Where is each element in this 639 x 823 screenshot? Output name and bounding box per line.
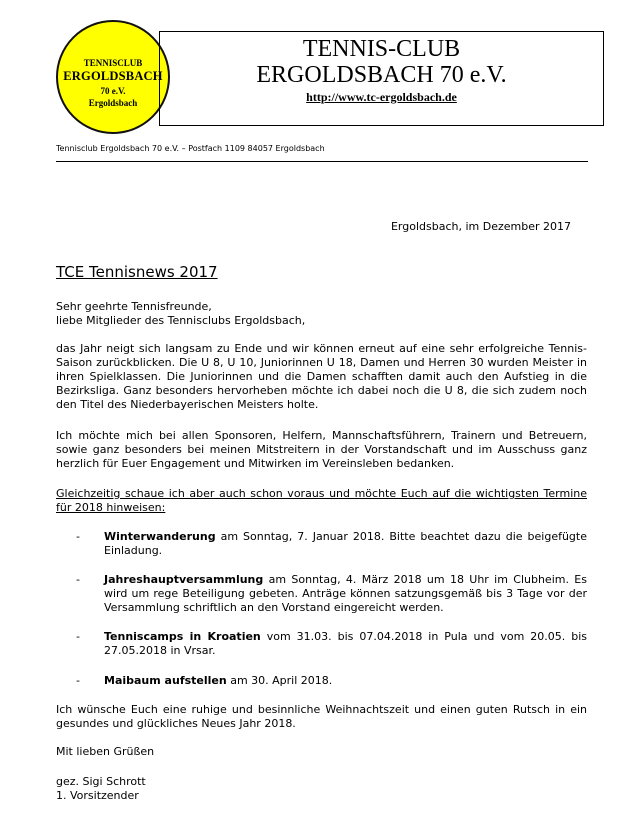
event-text: am Sonntag, 7. Januar 2018. Bitte beachtet dazu die beigefügte Einladung. <box>104 530 587 557</box>
logo-line-4: Ergoldsbach <box>88 98 138 108</box>
signature-name: gez. Sigi Schrott <box>56 775 146 788</box>
club-website-link[interactable]: http://www.tc-ergoldsbach.de <box>306 90 457 104</box>
salutation-line-2: liebe Mitglieder des Tennisclubs Ergoldsbach, <box>56 314 306 327</box>
paragraph-thanks: Ich möchte mich bei allen Sponsoren, Helfern, Mannschaftsführern, Trainern und Betreuern, sowie ganz besonders bei meinen Mitstreitern in der Vorstandschaft und im Ausschuss ganz herzlich für Euer Engagement und Mitwirken im Vereinsleben bedanken. <box>56 429 587 470</box>
logo-line-2: ERGOLDSBACH <box>63 69 163 83</box>
closing-greeting: Mit lieben Grüßen <box>56 745 155 758</box>
sender-address-line: Tennisclub Ergoldsbach 70 e.V. – Postfach 1109 84057 Ergoldsbach <box>56 144 325 153</box>
club-logo <box>56 20 170 134</box>
event-text: am 30. April 2018. <box>226 674 333 687</box>
club-name-line-2: ERGOLDSBACH 70 e.V. <box>256 62 507 88</box>
club-name <box>160 36 603 88</box>
paragraph-season-review: das Jahr neigt sich langsam zu Ende und wir können erneut auf eine sehr erfolgreiche Tennis-Saison zurückblicken. Die U 8, U 10, Juniorinnen U 18, Damen und Herren 30 wurden Meister in ihren Spielklassen. Die Juniorinnen und die Damen schafften damit auch den Aufstieg in die Bezirksliga. Ganz besonders hervorheben möchte ich dabei noch die U 8, die sich zudem noch den Titel des Niederbayerischen Meisters holte. <box>56 342 587 411</box>
event-text: vom 31.03. bis 07.04.2018 in Pula und vom 20.05. bis 27.05.2018 in Vrsar. <box>104 630 587 657</box>
header-divider <box>56 161 588 162</box>
event-title: Maibaum aufstellen <box>104 674 227 687</box>
letterhead-box <box>159 31 604 126</box>
salutation-line-1: Sehr geehrte Tennisfreunde, <box>56 300 212 313</box>
event-title: Winterwanderung <box>104 530 216 543</box>
date-line: Ergoldsbach, im Dezember 2017 <box>390 220 571 233</box>
letter-subject: TCE Tennisnews 2017 <box>56 263 218 281</box>
list-dash: - <box>76 573 80 586</box>
logo-line-1: TENNISCLUB <box>83 58 143 68</box>
club-name-line-1: TENNIS-CLUB <box>302 36 461 62</box>
event-title: Tenniscamps in Kroatien <box>104 630 261 643</box>
event-text: am Sonntag, 4. März 2018 um 18 Uhr im Clubheim. Es wird um rege Beteiligung gebeten. Anträge können satzungsgemäß bis 3 Tage vor der Versammlung schriftlich an den Vorstand eingereicht werden. <box>104 573 587 614</box>
signature-role: 1. Vorsitzender <box>56 789 139 802</box>
list-dash: - <box>76 530 80 543</box>
logo-line-3: 70 e.V. <box>100 86 126 96</box>
paragraph-dates-intro: Gleichzeitig schaue ich aber auch schon voraus und möchte Euch auf die wichtigsten Termine für 2018 hinweisen: <box>56 487 587 514</box>
list-dash: - <box>76 630 80 643</box>
event-title: Jahreshauptversammlung <box>104 573 264 586</box>
list-dash: - <box>76 674 80 687</box>
paragraph-season-greetings: Ich wünsche Euch eine ruhige und besinnliche Weihnachtszeit und einen guten Rutsch in ein gesundes und glückliches Neues Jahr 2018. <box>56 703 587 730</box>
